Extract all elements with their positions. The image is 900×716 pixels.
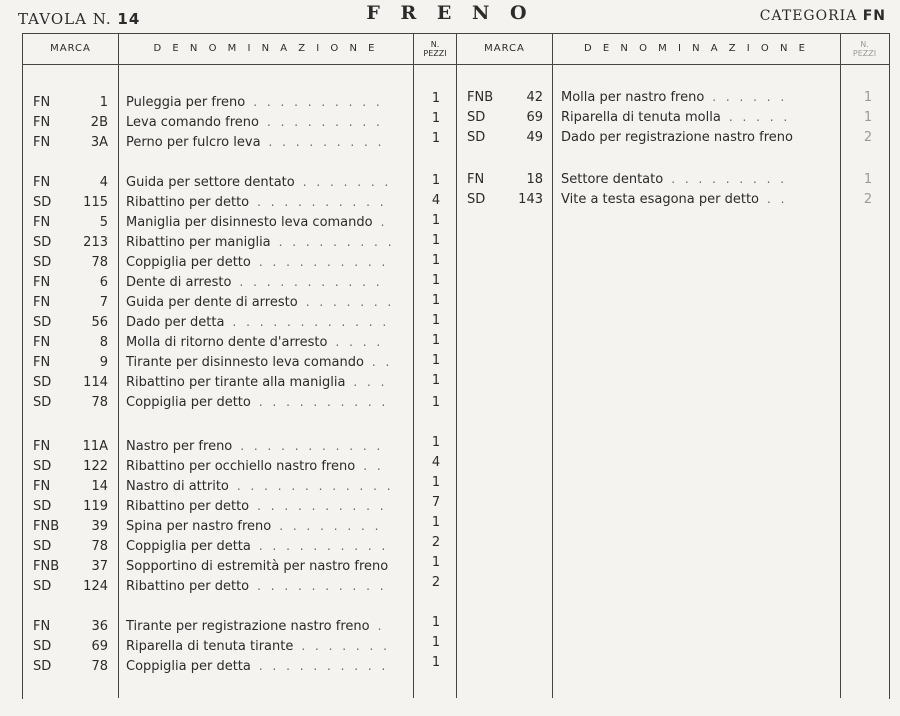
part-description: Dente di arresto [126,275,232,290]
dot-leader: . . . . . . . . . . [253,95,383,109]
part-quantity: 7 [431,495,441,510]
part-quantity: 1 [863,90,873,105]
part-quantity: 1 [431,555,441,570]
dot-leader: . . . . . . . . . . . . [232,315,390,329]
part-quantity: 1 [431,655,441,670]
col-divider [840,33,841,698]
part-number: 143 [518,192,543,207]
part-marca: FN [33,215,51,230]
part-description: Perno per fulcro leva [126,135,261,150]
part-quantity: 1 [431,515,441,530]
part-marca: SD [467,110,486,125]
part-quantity: 1 [431,131,441,146]
part-quantity: 4 [431,455,441,470]
dot-leader: . . . . . . . . . . [257,195,387,209]
part-quantity: 1 [431,293,441,308]
part-marca: FN [33,335,51,350]
part-description: Riparella di tenuta molla [561,110,721,125]
dot-leader: . . . . . . . . . . . . [236,479,394,493]
part-description: Ribattino per detto [126,579,250,594]
col-divider-center [456,33,457,698]
part-number: 69 [91,639,108,654]
part-quantity: 1 [431,435,441,450]
part-quantity: 4 [431,193,441,208]
part-marca: FN [33,439,51,454]
part-number: 5 [99,215,108,230]
header-marca-left: MARCA [50,43,91,54]
part-description: Spina per nastro freno [126,519,272,534]
part-number: 49 [526,130,543,145]
part-marca: FN [33,355,51,370]
part-quantity: 1 [431,313,441,328]
part-marca: SD [33,375,52,390]
part-description: Settore dentato [561,172,664,187]
part-quantity: 1 [431,635,441,650]
dot-leader: . . . . . . . . . . [257,579,387,593]
part-number: 9 [99,355,108,370]
part-number: 18 [526,172,543,187]
part-marca: FN [33,619,51,634]
part-marca: FN [33,115,51,130]
part-number: 37 [91,559,108,574]
col-divider [552,33,553,698]
part-marca: FN [33,479,51,494]
part-quantity: 1 [431,373,441,388]
part-description: Nastro di attrito [126,479,229,494]
part-description: Molla per nastro freno [561,90,705,105]
part-quantity: 1 [863,110,873,125]
col-divider [118,33,119,698]
dot-leader: . . . . . . . . . . [258,395,389,409]
part-marca: FNB [467,90,494,105]
part-description: Coppiglia per detta [126,659,251,674]
dot-leader: . . . . . . . . . . [258,255,389,269]
part-marca: SD [33,639,52,654]
part-number: 11A [82,439,108,454]
part-description: Sopportino di estremità per nastro freno [126,559,389,574]
part-quantity: 2 [863,192,873,207]
part-marca: FN [33,275,51,290]
part-description: Coppiglia per detto [126,395,251,410]
tavola-label: TAVOLA N. 14 [18,10,141,28]
part-description: Nastro per freno [126,439,233,454]
part-description: Leva comando freno [126,115,259,130]
part-quantity: 2 [863,130,873,145]
part-number: 119 [83,499,108,514]
part-number: 4 [99,175,108,190]
part-number: 36 [91,619,108,634]
part-description: Ribattino per tirante alla maniglia [126,375,346,390]
part-number: 3A [90,135,108,150]
part-description: Ribattino per maniglia [126,235,271,250]
part-marca: FN [33,175,51,190]
part-description: Puleggia per freno [126,95,246,110]
categoria-code: FN [862,8,886,24]
categoria-label: CATEGORIA FN [759,8,886,24]
dot-leader: . . [371,355,393,369]
part-number: 8 [99,335,108,350]
part-description: Coppiglia per detto [126,255,251,270]
part-quantity: 1 [431,111,441,126]
part-marca: SD [33,235,52,250]
part-description: Coppiglia per detta [126,539,251,554]
part-marca: FNB [33,559,60,574]
part-description: Dado per detta [126,315,225,330]
header-marca-right: MARCA [484,43,525,54]
part-number: 115 [83,195,108,210]
part-number: 1 [99,95,108,110]
part-quantity: 1 [431,615,441,630]
part-marca: SD [33,459,52,474]
dot-leader: . . . . . . . . . . [258,539,389,553]
part-quantity: 1 [431,273,441,288]
part-description: Tirante per disinnesto leva comando [126,355,364,370]
dot-leader: . . . . . . . . . [671,172,788,186]
part-number: 122 [83,459,108,474]
part-number: 14 [91,479,108,494]
part-quantity: 1 [431,213,441,228]
part-marca: SD [33,255,52,270]
part-marca: SD [33,539,52,554]
part-description: Vite a testa esagona per detto [561,192,760,207]
part-quantity: 1 [431,173,441,188]
dot-leader: . . . . [335,335,384,349]
part-description: Ribattino per occhiello nastro freno [126,459,356,474]
part-marca: SD [33,659,52,674]
part-number: 114 [83,375,108,390]
col-divider [413,33,414,698]
dot-leader: . . . . . . . . . . [257,499,387,513]
part-number: 2B [90,115,108,130]
page-title: F R E N O [366,2,534,24]
part-number: 7 [99,295,108,310]
dot-leader: . . . . . . . . . . . [240,439,384,453]
part-marca: FN [33,135,51,150]
part-description: Maniglia per disinnesto leva comando [126,215,373,230]
dot-leader: . . . [353,375,388,389]
part-quantity: 1 [431,91,441,106]
part-number: 69 [526,110,543,125]
part-number: 39 [91,519,108,534]
dot-leader: . . [767,192,788,206]
part-quantity: 1 [431,395,441,410]
part-description: Ribattino per detto [126,195,250,210]
dot-leader: . . . . . . . . . . . [239,275,383,289]
part-description: Molla di ritorno dente d'arresto [126,335,328,350]
part-description: Guida per settore dentato [126,175,295,190]
part-marca: FN [33,295,51,310]
dot-leader: . . . . . . . [302,175,392,189]
header-pezzi-left: N. PEZZI [423,39,447,58]
part-number: 78 [91,659,108,674]
part-marca: SD [33,315,52,330]
part-number: 42 [526,90,543,105]
part-number: 56 [91,315,108,330]
dot-leader: . . . . . . . . . [268,135,385,149]
part-marca: FNB [33,519,60,534]
dot-leader: . . . . . . . [305,295,395,309]
dot-leader: . . . . . [728,110,791,124]
dot-leader: . [380,215,388,229]
part-number: 78 [91,255,108,270]
part-description: Guida per dente di arresto [126,295,298,310]
dot-leader: . . . . . . [712,90,788,104]
part-description: Riparella di tenuta tirante [126,639,294,654]
part-number: 78 [91,395,108,410]
dot-leader: . . . . . . . . [279,519,382,533]
dot-leader: . . . . . . . [301,639,390,653]
dot-leader: . [377,619,385,633]
part-quantity: 2 [431,575,441,590]
header-pezzi-right: N. PEZZI [852,39,877,58]
tavola-number: 14 [117,10,141,28]
part-number: 6 [99,275,108,290]
part-quantity: 1 [431,333,441,348]
part-number: 213 [83,235,108,250]
header-denominazione-left: D E N O M I N A Z I O N E [153,43,379,54]
part-quantity: 1 [863,172,873,187]
part-marca: SD [33,579,52,594]
part-marca: SD [33,195,52,210]
part-description: Dado per registrazione nastro freno [561,130,793,145]
part-quantity: 1 [431,353,441,368]
part-quantity: 2 [431,535,441,550]
dot-leader: . . [363,459,384,473]
part-quantity: 1 [431,253,441,268]
part-quantity: 1 [431,233,441,248]
part-description: Tirante per registrazione nastro freno [126,619,370,634]
dot-leader: . . . . . . . . . [278,235,395,249]
header-denominazione-right: D E N O M I N A Z I O N E [584,43,809,54]
part-marca: SD [467,130,486,145]
part-number: 124 [83,579,108,594]
part-description: Ribattino per detto [126,499,250,514]
part-marca: SD [467,192,486,207]
part-marca: FN [467,172,485,187]
dot-leader: . . . . . . . . . [266,115,383,129]
part-quantity: 1 [431,475,441,490]
part-marca: FN [33,95,51,110]
dot-leader: . . . . . . . . . . [258,659,389,673]
part-marca: SD [33,395,52,410]
part-marca: SD [33,499,52,514]
page-header [0,0,900,30]
part-number: 78 [91,539,108,554]
